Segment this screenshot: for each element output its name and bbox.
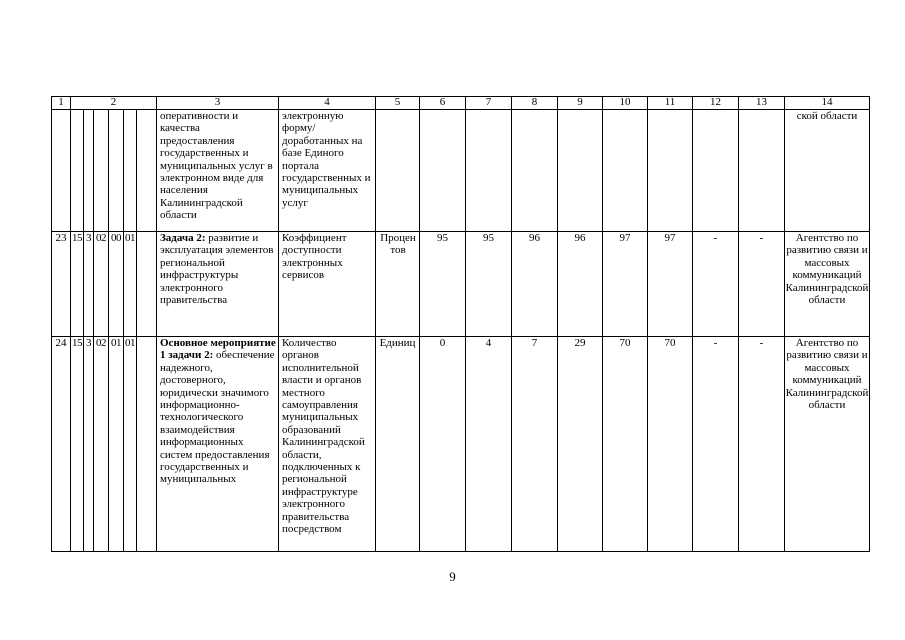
value-cell: 97 bbox=[603, 232, 648, 337]
code-cell bbox=[84, 110, 94, 232]
value-cell: 70 bbox=[603, 337, 648, 552]
code-cell bbox=[109, 110, 124, 232]
header-cell: 1 bbox=[52, 97, 71, 110]
header-cell: 7 bbox=[466, 97, 512, 110]
unit-cell: Процентов bbox=[376, 232, 420, 337]
value-cell: 70 bbox=[648, 337, 693, 552]
value-cell: - bbox=[739, 337, 785, 552]
value-cell bbox=[558, 110, 603, 232]
code-cell bbox=[124, 110, 137, 232]
header-row bbox=[52, 97, 870, 110]
code-cell: 01 bbox=[124, 232, 137, 337]
value-cell bbox=[512, 110, 558, 232]
indicator-cell: Коэффициент доступности электронных сервисов bbox=[279, 232, 376, 337]
name-bold: Задача 2: bbox=[160, 232, 206, 244]
indicator-cell: электронную форму/доработанных на базе Единого портала государственных и муниципальных услуг bbox=[279, 110, 376, 232]
header-cell: 2 bbox=[71, 97, 157, 110]
program-table bbox=[51, 96, 870, 552]
code-cell: 01 bbox=[109, 337, 124, 552]
header-cell: 4 bbox=[279, 97, 376, 110]
name-cell bbox=[157, 232, 279, 337]
name-text: развитие и эксплуатация элементов региональной инфраструктуры электронного правительства bbox=[160, 232, 274, 307]
executor-cell: Агентство по развитию связи и массовых коммуникаций Калининградской области bbox=[785, 232, 870, 337]
value-cell bbox=[466, 110, 512, 232]
code-cell: 15 bbox=[71, 337, 84, 552]
name-bold: Основное мероприятие 1 задачи 2: bbox=[160, 337, 276, 362]
value-cell bbox=[693, 110, 739, 232]
header-cell: 13 bbox=[739, 97, 785, 110]
header-cell: 3 bbox=[157, 97, 279, 110]
header-cell: 10 bbox=[603, 97, 648, 110]
value-cell: - bbox=[693, 232, 739, 337]
unit-cell: Единиц bbox=[376, 337, 420, 552]
row-number: 23 bbox=[52, 232, 71, 337]
code-cell: 01 bbox=[124, 337, 137, 552]
header-cell: 14 bbox=[785, 97, 870, 110]
header-cell: 5 bbox=[376, 97, 420, 110]
code-cell: 02 bbox=[94, 337, 109, 552]
table-row bbox=[52, 110, 870, 232]
name-text: обеспечение надежного, достоверного, юридически значимого информационно-технологического взаимодействия информационных систем предоставления государственных и муниципальных bbox=[160, 349, 275, 486]
header-cell: 8 bbox=[512, 97, 558, 110]
row-number bbox=[52, 110, 71, 232]
value-cell: 96 bbox=[558, 232, 603, 337]
value-cell: 95 bbox=[466, 232, 512, 337]
value-cell: - bbox=[693, 337, 739, 552]
code-cell bbox=[71, 110, 84, 232]
value-cell: 7 bbox=[512, 337, 558, 552]
executor-cell: ской области bbox=[785, 110, 870, 232]
code-cell bbox=[137, 110, 157, 232]
name-text: оперативности и качества предоставления государственных и муниципальных услуг в электронном виде для населения Калининградской области bbox=[160, 110, 273, 222]
value-cell bbox=[603, 110, 648, 232]
code-cell bbox=[137, 232, 157, 337]
code-cell: 3 bbox=[84, 232, 94, 337]
code-cell: 15 bbox=[71, 232, 84, 337]
row-number: 24 bbox=[52, 337, 71, 552]
page-number: 9 bbox=[449, 569, 456, 584]
code-cell: 02 bbox=[94, 232, 109, 337]
code-cell: 00 bbox=[109, 232, 124, 337]
value-cell bbox=[420, 110, 466, 232]
value-cell: - bbox=[739, 232, 785, 337]
header-cell: 6 bbox=[420, 97, 466, 110]
value-cell: 4 bbox=[466, 337, 512, 552]
header-cell: 11 bbox=[648, 97, 693, 110]
code-cell bbox=[94, 110, 109, 232]
value-cell: 29 bbox=[558, 337, 603, 552]
code-cell: 3 bbox=[84, 337, 94, 552]
name-cell bbox=[157, 110, 279, 232]
table-row bbox=[52, 232, 870, 337]
header-cell: 9 bbox=[558, 97, 603, 110]
value-cell: 95 bbox=[420, 232, 466, 337]
value-cell: 0 bbox=[420, 337, 466, 552]
header-cell: 12 bbox=[693, 97, 739, 110]
table-row bbox=[52, 337, 870, 552]
code-cell bbox=[137, 337, 157, 552]
value-cell: 97 bbox=[648, 232, 693, 337]
executor-cell: Агентство по развитию связи и массовых коммуникаций Калининградской области bbox=[785, 337, 870, 552]
value-cell: 96 bbox=[512, 232, 558, 337]
value-cell bbox=[739, 110, 785, 232]
indicator-cell: Количество органов исполнительной власти и органов местного самоуправления муниципальных образований Калининградской области, подключенных к региональной инфраструктуре электронного правительства посредством bbox=[279, 337, 376, 552]
name-cell bbox=[157, 337, 279, 552]
unit-cell bbox=[376, 110, 420, 232]
value-cell bbox=[648, 110, 693, 232]
